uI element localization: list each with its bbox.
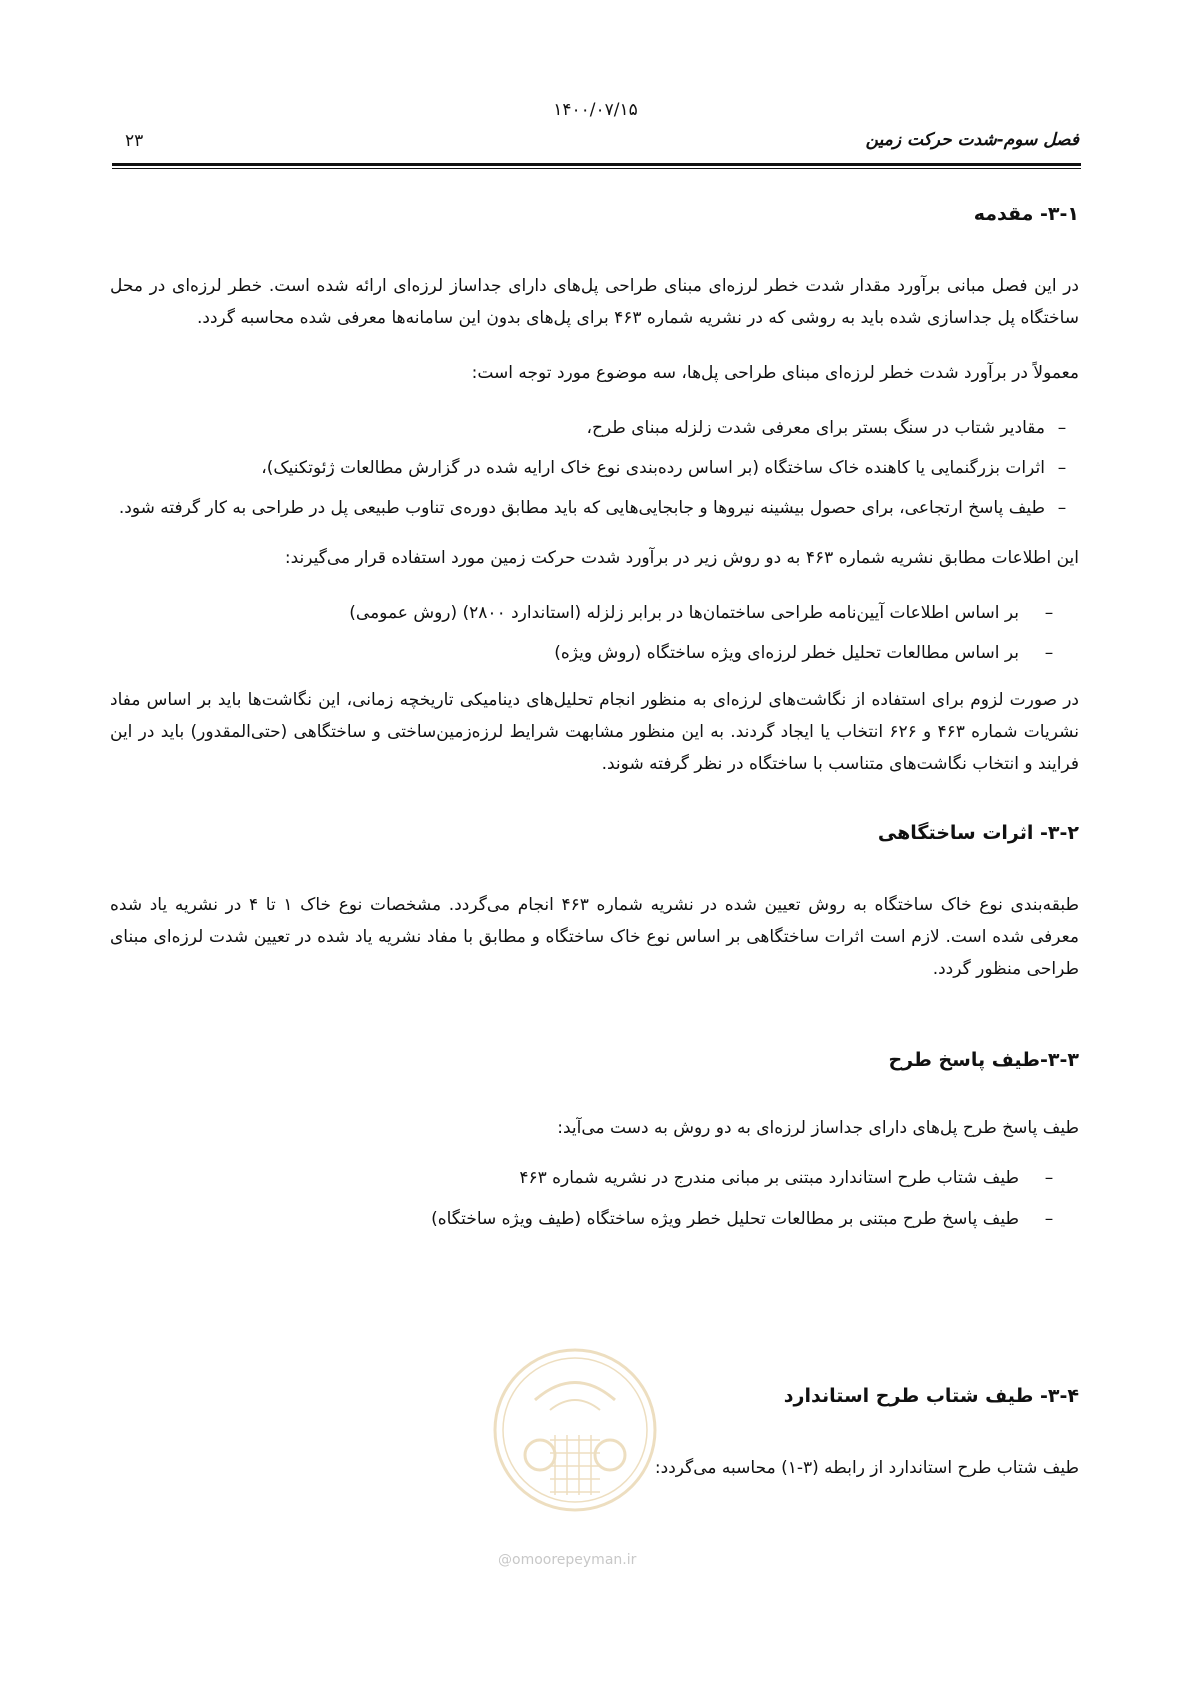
dash-bullet-icon: – bbox=[1044, 1168, 1054, 1188]
section-heading-introduction: ۳-۱- مقدمه bbox=[973, 203, 1079, 225]
header-rule-thin bbox=[112, 168, 1081, 169]
paragraph: در صورت لزوم برای استفاده از نگاشت‌های لرزه‌ای به منظور انجام تحلیل‌های دینامیکی تاریخچه زمانی، این نگاشت‌ها باید بر اساس مفاد نشریات شماره ۴۶۳ و ۶۲۶ انتخاب یا ایجاد گردند. به این منظور مشابهت شرایط لرزه‌زمین‌ساختی و ساختگاهی (حتی‌المقدور) باید در این فرایند و انتخاب نگاشت‌های متناسب با ساختگاه در نظر گرفته شوند. bbox=[110, 690, 1079, 774]
section-heading-design-response-spectrum: ۳-۳-طیف پاسخ طرح bbox=[888, 1049, 1079, 1071]
header-date: ۱۴۰۰/۰۷/۱۵ bbox=[553, 100, 638, 120]
dash-bullet-icon: – bbox=[1057, 458, 1067, 478]
watermark-url: @omoorepeyman.ir bbox=[498, 1552, 637, 1568]
list-item: –بر اساس مطالعات تحلیل خطر لرزه‌ای ویژه ساختگاه (روش ویژه) bbox=[554, 637, 1079, 669]
dash-bullet-icon: – bbox=[1044, 643, 1054, 663]
paragraph: معمولاً در برآورد شدت خطر لرزه‌ای مبنای طراحی پل‌ها، سه موضوع مورد توجه است: bbox=[471, 363, 1079, 383]
list-item: –طیف پاسخ ارتجاعی، برای حصول بیشینه نیروها و جابجایی‌هایی که باید مطابق دوره‌ی تناوب طبیعی پل در طراحی به کار گرفته شود. bbox=[119, 492, 1079, 524]
section-heading-standard-acceleration-spectrum: ۳-۴- طیف شتاب طرح استاندارد bbox=[783, 1385, 1079, 1407]
paragraph: در این فصل مبانی برآورد مقدار شدت خطر لرزه‌ای مبنای طراحی پل‌های دارای جداساز لرزه‌ای ارائه شده است. خطر لرزه‌ای در محل ساختگاه پل جداسازی شده باید به روشی که در نشریه شماره ۴۶۳ برای پل‌های بدون این سامانه‌ها معرفی شده محاسبه گردد. bbox=[110, 276, 1079, 328]
dash-bullet-icon: – bbox=[1044, 1209, 1054, 1229]
header-rule-thick bbox=[112, 163, 1081, 166]
list-item: –طیف پاسخ طرح مبتنی بر مطالعات تحلیل خطر ویژه ساختگاه (طیف ویژه ساختگاه) bbox=[431, 1203, 1079, 1235]
dash-bullet-icon: – bbox=[1044, 603, 1054, 623]
section-heading-site-effects: ۳-۲- اثرات ساختگاهی bbox=[877, 822, 1079, 844]
list-item: –مقادیر شتاب در سنگ بستر برای معرفی شدت زلزله مبنای طرح، bbox=[586, 412, 1079, 444]
list-item: –اثرات بزرگنمایی یا کاهنده خاک ساختگاه (بر اساس رده‌بندی نوع خاک ارایه شده در گزارش مطالعات ژئوتکنیک)، bbox=[261, 452, 1079, 484]
dash-bullet-icon: – bbox=[1057, 498, 1067, 518]
paragraph: این اطلاعات مطابق نشریه شماره ۴۶۳ به دو روش زیر در برآورد شدت حرکت زمین مورد استفاده قرار می‌گیرند: bbox=[284, 548, 1079, 568]
paragraph: طیف پاسخ طرح پل‌های دارای جداساز لرزه‌ای به دو روش به دست می‌آید: bbox=[557, 1118, 1079, 1138]
dash-bullet-icon: – bbox=[1057, 418, 1067, 438]
list-item: –طیف شتاب طرح استاندارد مبتنی بر مبانی مندرج در نشریه شماره ۴۶۳ bbox=[519, 1162, 1079, 1194]
watermark-logo-icon bbox=[490, 1345, 660, 1515]
paragraph: طبقه‌بندی نوع خاک ساختگاه به روش تعیین شده در نشریه شماره ۴۶۳ انجام می‌گردد. مشخصات نوع خاک ۱ تا ۴ در نشریه یاد شده معرفی شده است. لازم است اثرات ساختگاهی بر اساس نوع خاک ساختگاه و مطابق با مفاد نشریه یاد شده در تعیین شدت لرزه‌ای مبنای طراحی منظور گردد. bbox=[110, 895, 1080, 979]
paragraph: طیف شتاب طرح استاندارد از رابطه (۳-۱) محاسبه می‌گردد: bbox=[654, 1458, 1079, 1478]
chapter-title: فصل سوم-شدت حرکت زمین bbox=[865, 130, 1079, 150]
page-number: ۲۳ bbox=[125, 131, 144, 151]
list-item: –بر اساس اطلاعات آیین‌نامه طراحی ساختمان‌ها در برابر زلزله (استاندارد ۲۸۰۰) (روش عمومی) bbox=[349, 597, 1079, 629]
